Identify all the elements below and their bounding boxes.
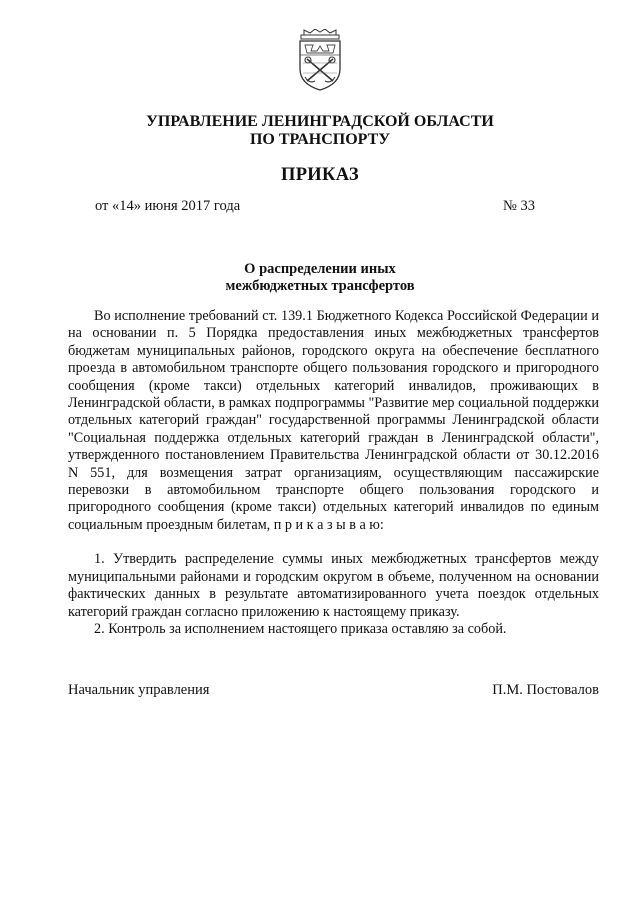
preamble-paragraph: Во исполнение требований ст. 139.1 Бюджетного Кодекса Российской Федерации и на основании п. 5 Порядка предоставления иных межбюджетных трансфертов бюджетам муниципальных районов, городского округа на обеспечение бесплатного проезда в автомобильном транспорте общего пользования городского и пригородного сообщения (кроме такси) отдельных категорий инвалидов, проживающих в Ленинградской области, в рамках подпрограммы "Развитие мер социальной поддержки отдельных категорий граждан" государственной программы Ленинградской области "Социальная поддержка отдельных категорий граждан в Ленинградской области", утвержденного постановлением Правительства Ленинградской области от 30.12.2016 N 551, для возмещения затрат организациям, осуществляющим пассажирские перевозки в автомобильном транспорте общего пользования городского и пригородного сообщения (кроме такси) отдельных категорий инвалидов по единым социальным проездным билетам, п р и к а з ы в а ю: (68, 308, 599, 533)
order-item-1: 1. Утвердить распределение суммы иных межбюджетных трансфертов между муниципальными районами и городским округом в объеме, полученном на основании фактических данных в результате автоматизированного учета поездок отдельных категорий граждан согласно приложению к настоящему приказу. (68, 551, 599, 620)
subject-line1: О распределении иных (244, 261, 396, 277)
coat-of-arms-emblem (297, 29, 343, 91)
org-name-line1: УПРАВЛЕНИЕ ЛЕНИНГРАДСКОЙ ОБЛАСТИ (146, 113, 494, 130)
org-name-line2: ПО ТРАНСПОРТУ (249, 131, 391, 148)
date-number-line (95, 198, 535, 215)
order-item-2: 2. Контроль за исполнением настоящего приказа оставляю за собой. (94, 620, 507, 637)
signatory-name: П.М. Постовалов (492, 682, 599, 698)
document-number: № 33 (503, 198, 535, 214)
signatory-position: Начальник управления (68, 682, 210, 698)
signature-block (68, 682, 599, 699)
document-type-title: ПРИКАЗ (281, 165, 359, 185)
document-date: от «14» июня 2017 года (95, 198, 241, 214)
document-body (68, 308, 599, 638)
subject-line2: межбюджетных трансфертов (225, 278, 415, 294)
